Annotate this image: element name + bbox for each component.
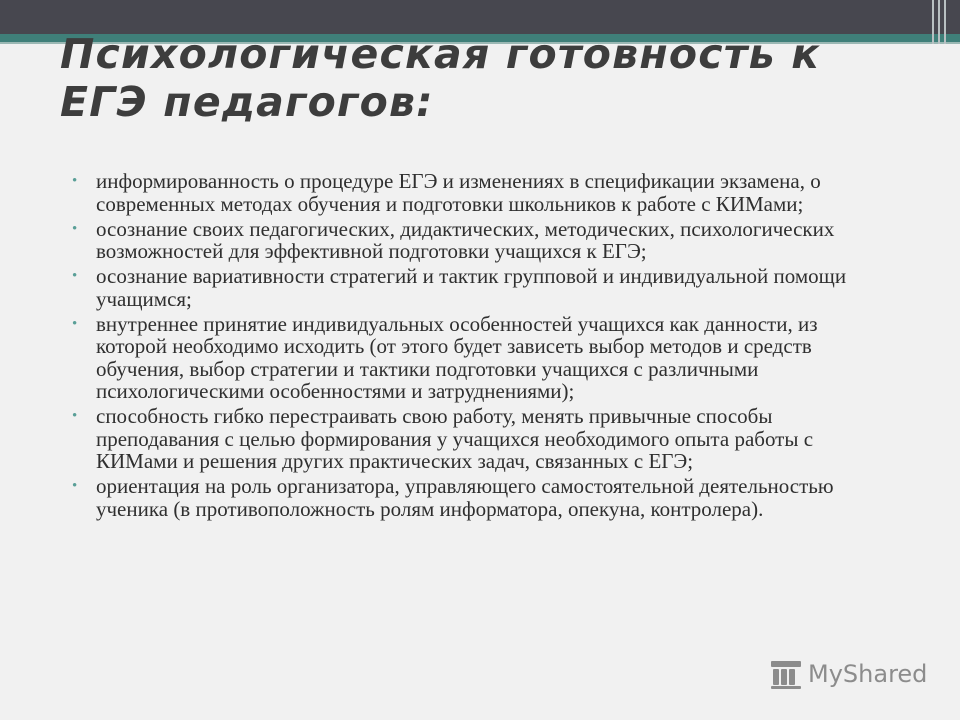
bullet-list <box>72 170 892 523</box>
list-item <box>72 405 892 473</box>
header-corner-lines <box>932 0 952 44</box>
bullet-marker: • <box>72 315 78 332</box>
myshared-watermark[interactable] <box>768 656 927 692</box>
bullet-marker: • <box>72 478 78 494</box>
list-item-text: осознание вариативности стратегий и тактик групповой и индивидуальной помощи учащимся; <box>96 264 847 311</box>
myshared-text: MyShared <box>808 660 928 688</box>
myshared-logo-icon <box>768 656 804 692</box>
list-item-text: осознание своих педагогических, дидактических, методических, психологических возможностей для эффективной подготовки учащихся к ЕГЭ; <box>96 216 835 263</box>
list-item <box>72 313 892 403</box>
list-item <box>72 218 892 263</box>
list-item-text: внутреннее принятие индивидуальных особенностей учащихся как данности, из которой необходимо исходить (от этого будет зависеть выбор методов и средств обучения, выбор стратегии и тактики подготовки учащихся с различными психологическими особенностями и затруднениями); <box>96 311 818 403</box>
bullet-marker: • <box>72 408 78 424</box>
list-item-text: информированность о процедуре ЕГЭ и изменениях в спецификации экзамена, о современных методах обучения и подготовки школьников к работе с КИМами; <box>96 169 821 216</box>
list-item <box>72 170 892 215</box>
slide-title: Психологическая готовность к ЕГЭ педагогов: <box>60 30 821 126</box>
bullet-marker: • <box>72 173 78 189</box>
list-item-text: способность гибко перестраивать свою работу, менять привычные способы преподавания с целью формирования у учащихся необходимого опыта работы с КИМами и решения других практических задач, связанных с ЕГЭ; <box>96 404 814 473</box>
list-item <box>72 265 892 310</box>
bullet-marker: • <box>72 220 78 237</box>
list-item-text: ориентация на роль организатора, управляющего самостоятельной деятельностью ученика (в противоположность ролям информатора, опекуна, контролера). <box>96 474 834 521</box>
header-band-dark <box>0 0 960 34</box>
list-item <box>72 475 892 520</box>
bullet-marker: • <box>72 268 78 284</box>
